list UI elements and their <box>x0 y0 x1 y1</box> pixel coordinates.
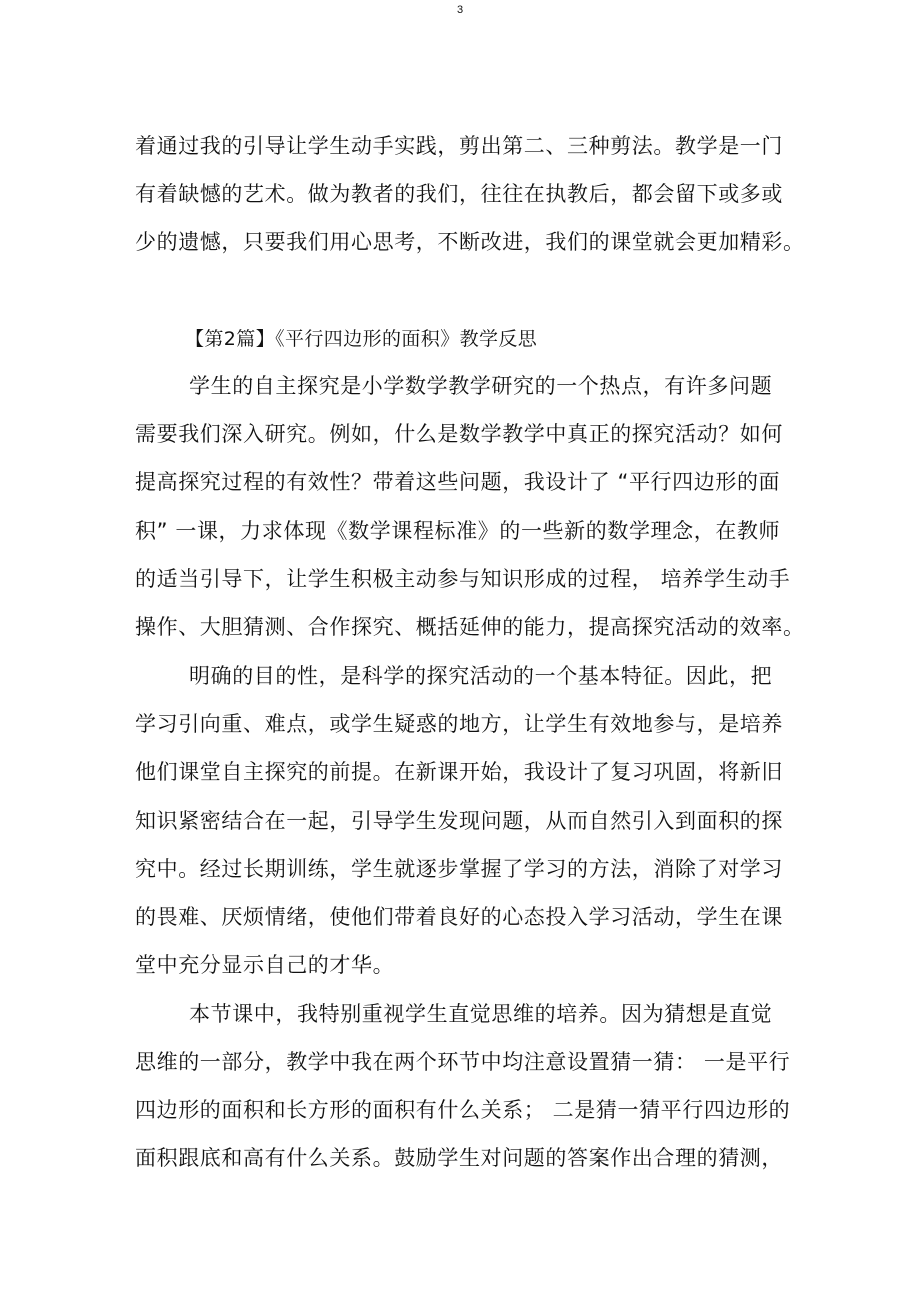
text-line: 着通过我的引导让学生动手实践，剪出第二、三种剪法。教学是一门 <box>135 134 783 158</box>
text-line: 的畏难、厌烦情绪，使他们带着良好的心态投入学习活动，学生在课 <box>135 905 783 929</box>
text-line: 积” 一课，力求体现《数学课程标准》的一些新的数学理念，在教师 <box>135 519 781 543</box>
text-line: 的适当引导下，让学生积极主动参与知识形成的过程， 培养学生动手 <box>135 567 791 591</box>
text-line: 明确的目的性，是科学的探究活动的一个基本特征。因此，把 <box>189 664 773 688</box>
text-line: 思维的一部分，教学中我在两个环节中均注意设置猜一猜： 一是平行 <box>135 1050 791 1074</box>
text-line: 知识紧密结合在一起，引导学生发现问题，从而自然引入到面积的探 <box>135 809 783 833</box>
text-line: 学生的自主探究是小学数学教学研究的一个热点，有许多问题 <box>189 374 773 398</box>
page-number: 3 <box>456 4 464 16</box>
text-line: 提高探究过程的有效性？带着这些问题，我设计了 “平行四边形的面 <box>135 470 781 494</box>
text-line: 究中。经过长期训练，学生就逐步掌握了学习的方法，消除了对学习 <box>135 857 783 881</box>
text-line: 他们课堂自主探究的前提。在新课开始，我设计了复习巩固，将新旧 <box>135 760 783 784</box>
text-line: 四边形的面积和长方形的面积有什么关系； 二是猜一猜平行四边形的 <box>135 1098 791 1122</box>
text-line: 操作、大胆猜测、合作探究、概括延伸的能力，提高探究活动的效率。 <box>135 615 805 639</box>
text-line: 少的遗憾，只要我们用心思考，不断改进，我们的课堂就会更加精彩。 <box>135 230 805 254</box>
text-line: 学习引向重、难点，或学生疑惑的地方，让学生有效地参与，是培养 <box>135 712 783 736</box>
text-line: 本节课中，我特别重视学生直觉思维的培养。因为猜想是直觉 <box>189 1002 773 1026</box>
text-line: 需要我们深入研究。例如，什么是数学教学中真正的探究活动？如何 <box>135 422 783 446</box>
text-line: 有着缺憾的艺术。做为教者的我们，往往在执教后，都会留下或多或 <box>135 182 783 206</box>
text-line: 面积跟底和高有什么关系。鼓励学生对问题的答案作出合理的猜测， <box>135 1146 783 1170</box>
text-line: 堂中充分显示自己的才华。 <box>135 953 395 977</box>
section-heading: 【第2篇】《平行四边形的面积》教学反思 <box>185 328 538 350</box>
